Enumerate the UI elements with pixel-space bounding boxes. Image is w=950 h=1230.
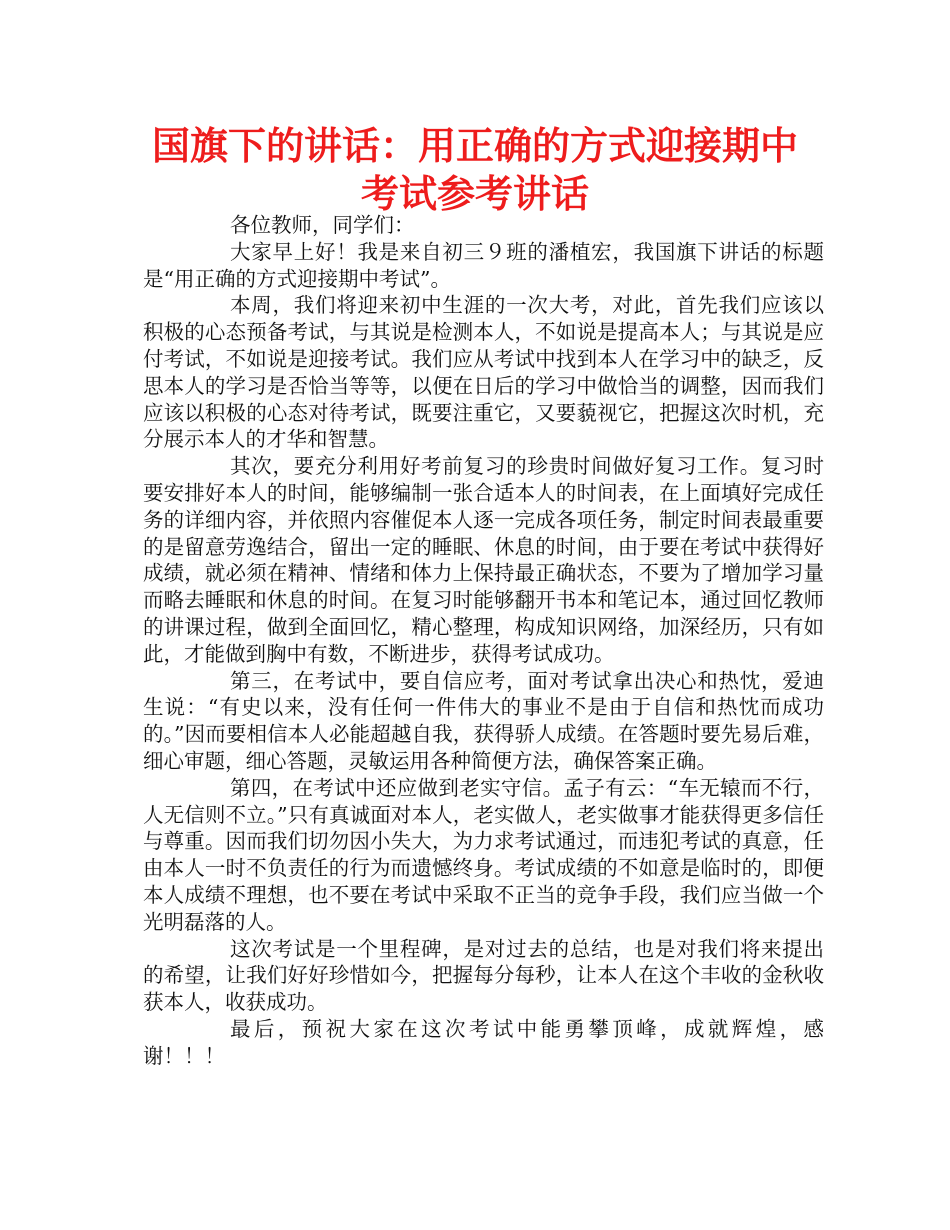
paragraph-closing: 最后，预祝大家在这次考试中能勇攀顶峰，成就辉煌，感谢！！！ xyxy=(143,1016,824,1068)
paragraph-honesty: 第四，在考试中还应做到老实守信。孟子有云：“车无辕而不行，人无信则不立。”只有真诚面对本人，老实做人，老实做事才能获得更多信任与尊重。因而我们切勿因小失大，为力求考试通过，而违犯考试的真意，任由本人一时不负责任的行为而遗憾终身。考试成绩的不如意是临时的，即便本人成绩不理想，也不要在考试中采取不正当的竞争手段，我们应当做一个光明磊落的人。 xyxy=(143,775,824,934)
paragraph-review: 其次，要充分利用好考前复习的珍贵时间做好复习工作。复习时要安排好本人的时间，能够编制一张合适本人的时间表，在上面填好完成任务的详细内容，并依照内容催促本人逐一完成各项任务，制定时间表最重要的是留意劳逸结合，留出一定的睡眠、休息的时间，由于要在考试中获得好成绩，就必须在精神、情绪和体力上保持最正确状态，不要为了增加学习量而略去睡眠和休息的时间。在复习时能够翻开书本和笔记本，通过回忆教师的讲课过程，做到全面回忆，精心整理，构成知识网络，加深经历，只有如此，才能做到胸中有数，不断进步，获得考试成功。 xyxy=(143,454,824,666)
paragraph-confidence: 第三，在考试中，要自信应考，面对考试拿出决心和热忱，爱迪生说：“有史以来，没有任何一件伟大的事业不是由于自信和热忱而成功的。”因而要相信本人必能超越自我，获得骄人成绩。在答题时要先易后难，细心审题，细心答题，灵敏运用各种简便方法，确保答案正确。 xyxy=(143,668,824,773)
paragraph-introduction: 大家早上好！我是来自初三９班的潘植宏，我国旗下讲话的标题是“用正确的方式迎接期中考试”。 xyxy=(143,239,824,291)
document-body xyxy=(143,212,824,1070)
document-title: 国旗下的讲话：用正确的方式迎接期中考试参考讲话 xyxy=(151,124,798,216)
paragraph-greeting: 各位教师，同学们： xyxy=(230,213,415,237)
paragraph-mindset: 本周，我们将迎来初中生涯的一次大考，对此，首先我们应该以积极的心态预备考试，与其说是检测本人，不如说是提高本人；与其说是应付考试，不如说是迎接考试。我们应从考试中找到本人在学习中的缺乏，反思本人的学习是否恰当等等，以便在日后的学习中做恰当的调整，因而我们应该以积极的心态对待考试，既要注重它，又要藐视它，把握这次时机，充分展示本人的才华和智慧。 xyxy=(143,293,824,452)
paragraph-milestone: 这次考试是一个里程碑，是对过去的总结，也是对我们将来提出的希望，让我们好好珍惜如今，把握每分每秒，让本人在这个丰收的金秋收获本人，收获成功。 xyxy=(143,936,824,1015)
